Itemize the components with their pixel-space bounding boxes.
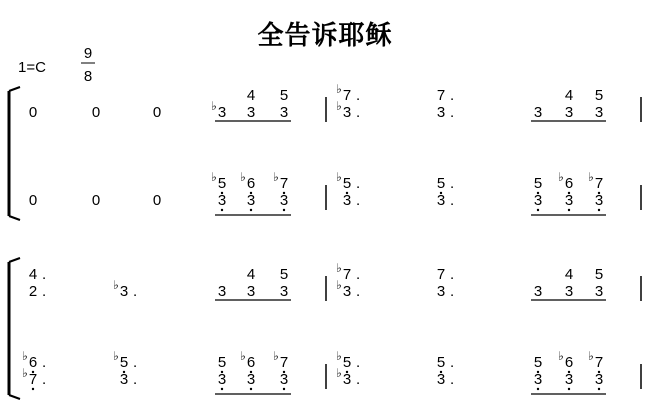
note-7: 7 bbox=[436, 266, 446, 283]
note-0: 0 bbox=[28, 192, 38, 209]
octave-dot-below bbox=[221, 209, 223, 211]
note-7: 7 bbox=[279, 175, 289, 192]
stave-2 bbox=[22, 349, 641, 394]
note-5: 5 bbox=[436, 175, 446, 192]
note-6: 6 bbox=[246, 354, 256, 371]
note-6: 6 bbox=[564, 175, 574, 192]
note-5: 5 bbox=[533, 354, 543, 371]
system-1 bbox=[9, 82, 641, 220]
octave-dot-below bbox=[250, 209, 252, 211]
flat-sign: ♭ bbox=[113, 349, 119, 363]
octave-dot-below bbox=[598, 388, 600, 390]
stave-1 bbox=[29, 261, 641, 301]
note-2: 2 bbox=[28, 283, 38, 300]
note-4: 4 bbox=[28, 266, 38, 283]
flat-sign: ♭ bbox=[558, 349, 564, 363]
duration-dot: . bbox=[450, 192, 455, 209]
duration-dot: . bbox=[42, 354, 47, 371]
duration-dot: . bbox=[356, 87, 361, 104]
flat-sign: ♭ bbox=[336, 349, 342, 363]
octave-dot-below bbox=[283, 388, 285, 390]
octave-dot-below bbox=[568, 388, 570, 390]
note-3: 3 bbox=[594, 371, 604, 388]
octave-dot-below bbox=[250, 388, 252, 390]
note-6: 6 bbox=[564, 354, 574, 371]
duration-dot: . bbox=[450, 371, 455, 388]
note-7: 7 bbox=[594, 175, 604, 192]
duration-dot: . bbox=[450, 87, 455, 104]
note-3: 3 bbox=[119, 283, 129, 300]
duration-dot: . bbox=[133, 371, 138, 388]
note-6: 6 bbox=[28, 354, 38, 371]
note-7: 7 bbox=[436, 87, 446, 104]
time-signature-numerator: 9 bbox=[83, 45, 93, 62]
note-3: 3 bbox=[533, 371, 543, 388]
note-3: 3 bbox=[119, 371, 129, 388]
flat-sign: ♭ bbox=[22, 366, 28, 380]
note-3: 3 bbox=[594, 192, 604, 209]
duration-dot: . bbox=[42, 371, 47, 388]
note-3: 3 bbox=[533, 104, 543, 121]
note-3: 3 bbox=[436, 283, 446, 300]
duration-dot: . bbox=[356, 104, 361, 121]
note-3: 3 bbox=[342, 283, 352, 300]
stave-1 bbox=[29, 82, 641, 122]
flat-sign: ♭ bbox=[273, 170, 279, 184]
note-3: 3 bbox=[246, 371, 256, 388]
note-5: 5 bbox=[217, 354, 227, 371]
note-7: 7 bbox=[342, 87, 352, 104]
duration-dot: . bbox=[42, 283, 47, 300]
note-3: 3 bbox=[217, 371, 227, 388]
note-3: 3 bbox=[436, 371, 446, 388]
flat-sign: ♭ bbox=[113, 278, 119, 292]
note-5: 5 bbox=[533, 175, 543, 192]
octave-dot-below bbox=[537, 388, 539, 390]
note-3: 3 bbox=[594, 104, 604, 121]
octave-dot-below bbox=[598, 209, 600, 211]
flat-sign: ♭ bbox=[273, 349, 279, 363]
note-7: 7 bbox=[594, 354, 604, 371]
octave-dot-below bbox=[283, 209, 285, 211]
bracket-top-hook bbox=[9, 87, 20, 91]
note-3: 3 bbox=[533, 192, 543, 209]
note-3: 3 bbox=[564, 371, 574, 388]
note-5: 5 bbox=[342, 175, 352, 192]
note-3: 3 bbox=[279, 371, 289, 388]
time-signature-denominator: 8 bbox=[83, 68, 93, 85]
duration-dot: . bbox=[356, 192, 361, 209]
duration-dot: . bbox=[356, 175, 361, 192]
duration-dot: . bbox=[356, 266, 361, 283]
note-5: 5 bbox=[436, 354, 446, 371]
duration-dot: . bbox=[356, 283, 361, 300]
note-6: 6 bbox=[246, 175, 256, 192]
bracket-top-hook bbox=[9, 258, 20, 262]
flat-sign: ♭ bbox=[211, 170, 217, 184]
octave-dot-below bbox=[32, 388, 34, 390]
note-0: 0 bbox=[152, 104, 162, 121]
bracket-bottom-hook bbox=[9, 395, 20, 399]
duration-dot: . bbox=[450, 283, 455, 300]
flat-sign: ♭ bbox=[336, 261, 342, 275]
system-2 bbox=[9, 258, 641, 399]
note-5: 5 bbox=[594, 87, 604, 104]
note-0: 0 bbox=[91, 192, 101, 209]
flat-sign: ♭ bbox=[336, 99, 342, 113]
note-0: 0 bbox=[28, 104, 38, 121]
note-3: 3 bbox=[246, 104, 256, 121]
note-3: 3 bbox=[564, 283, 574, 300]
note-5: 5 bbox=[119, 354, 129, 371]
bracket-bottom-hook bbox=[9, 216, 20, 220]
note-3: 3 bbox=[342, 192, 352, 209]
duration-dot: . bbox=[42, 266, 47, 283]
flat-sign: ♭ bbox=[240, 349, 246, 363]
note-3: 3 bbox=[279, 283, 289, 300]
note-4: 4 bbox=[564, 87, 574, 104]
note-3: 3 bbox=[594, 283, 604, 300]
note-3: 3 bbox=[564, 192, 574, 209]
duration-dot: . bbox=[450, 104, 455, 121]
note-3: 3 bbox=[533, 283, 543, 300]
stave-2 bbox=[29, 170, 641, 215]
flat-sign: ♭ bbox=[211, 99, 217, 113]
note-5: 5 bbox=[342, 354, 352, 371]
note-3: 3 bbox=[342, 371, 352, 388]
note-7: 7 bbox=[342, 266, 352, 283]
flat-sign: ♭ bbox=[240, 170, 246, 184]
octave-dot-below bbox=[221, 388, 223, 390]
duration-dot: . bbox=[133, 354, 138, 371]
systems-layer bbox=[9, 82, 641, 399]
octave-dot-below bbox=[568, 209, 570, 211]
note-3: 3 bbox=[342, 104, 352, 121]
note-5: 5 bbox=[594, 266, 604, 283]
note-3: 3 bbox=[246, 192, 256, 209]
note-0: 0 bbox=[91, 104, 101, 121]
duration-dot: . bbox=[450, 354, 455, 371]
key-signature: 1=C bbox=[18, 59, 46, 76]
octave-dot-below bbox=[537, 209, 539, 211]
duration-dot: . bbox=[450, 266, 455, 283]
note-3: 3 bbox=[279, 192, 289, 209]
note-4: 4 bbox=[564, 266, 574, 283]
note-3: 3 bbox=[246, 283, 256, 300]
duration-dot: . bbox=[356, 354, 361, 371]
note-5: 5 bbox=[279, 87, 289, 104]
note-3: 3 bbox=[217, 192, 227, 209]
duration-dot: . bbox=[356, 371, 361, 388]
note-5: 5 bbox=[279, 266, 289, 283]
duration-dot: . bbox=[450, 175, 455, 192]
note-4: 4 bbox=[246, 266, 256, 283]
note-3: 3 bbox=[564, 104, 574, 121]
flat-sign: ♭ bbox=[336, 278, 342, 292]
flat-sign: ♭ bbox=[336, 170, 342, 184]
flat-sign: ♭ bbox=[22, 349, 28, 363]
note-4: 4 bbox=[246, 87, 256, 104]
duration-dot: . bbox=[133, 283, 138, 300]
flat-sign: ♭ bbox=[336, 366, 342, 380]
flat-sign: ♭ bbox=[336, 82, 342, 96]
flat-sign: ♭ bbox=[588, 170, 594, 184]
note-3: 3 bbox=[217, 283, 227, 300]
note-5: 5 bbox=[217, 175, 227, 192]
flat-sign: ♭ bbox=[558, 170, 564, 184]
note-7: 7 bbox=[279, 354, 289, 371]
note-3: 3 bbox=[217, 104, 227, 121]
note-7: 7 bbox=[28, 371, 38, 388]
note-3: 3 bbox=[279, 104, 289, 121]
note-3: 3 bbox=[436, 192, 446, 209]
flat-sign: ♭ bbox=[588, 349, 594, 363]
score-title: 全告诉耶稣 bbox=[257, 21, 393, 51]
note-0: 0 bbox=[152, 192, 162, 209]
note-3: 3 bbox=[436, 104, 446, 121]
